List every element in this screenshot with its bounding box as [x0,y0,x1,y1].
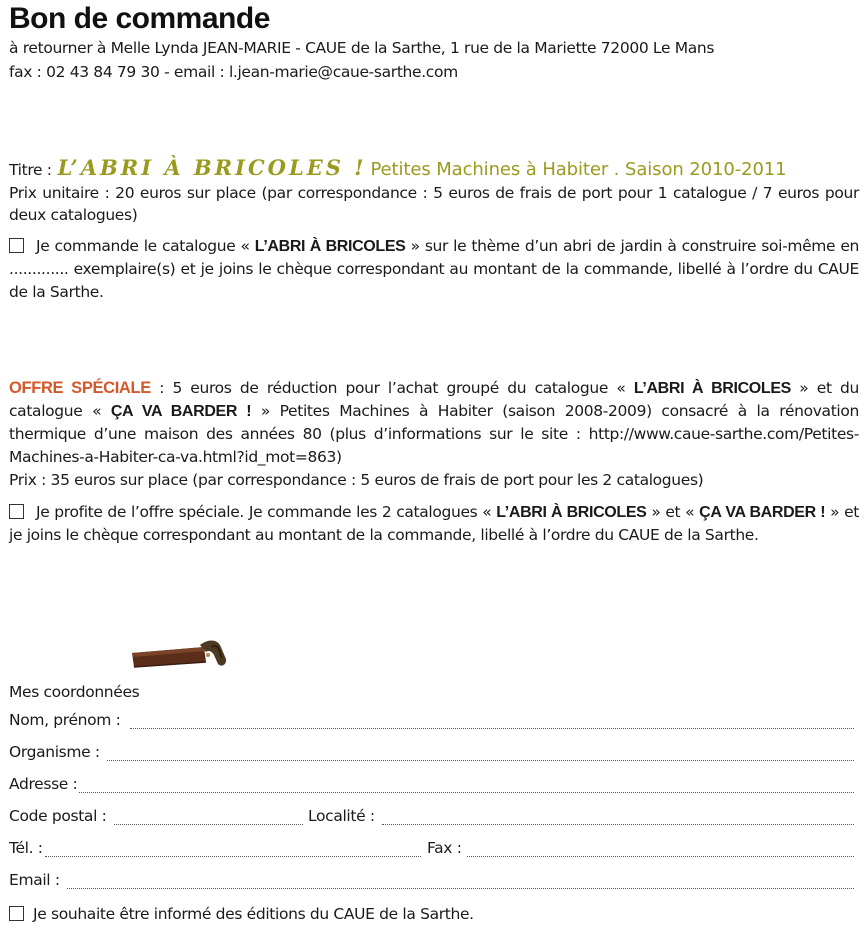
organisation-input-line[interactable] [107,760,854,761]
special-offer-order-option [9,501,859,547]
postal-code-input-line[interactable] [114,824,303,825]
address-field[interactable] [9,775,854,799]
special-offer-price: Prix : 35 euros sur place (par correspondance : 5 euros de frais de port pour les 2 catalogues) [9,471,704,489]
titre-label: Titre : [9,161,52,179]
newsletter-option [9,903,474,925]
email-input-line[interactable] [67,888,854,889]
special-offer-checkbox[interactable] [9,504,24,519]
catalogue-price: Prix unitaire : 20 euros sur place (par correspondance : 5 euros de frais de port pour 1 catalogue / 7 euros pour deux catalogues) [9,184,859,224]
catalogue-brand-title: L’ABRI À BRICOLES ! [57,155,367,180]
offer-text-1: : 5 euros de réduction pour l’achat groupé du catalogue « [150,379,634,397]
offer-order-bold-1: L’ABRI À BRICOLES [496,504,647,521]
return-address: à retourner à Melle Lynda JEAN-MARIE - CAUE de la Sarthe, 1 rue de la Mariette 72000 Le Mans [9,39,715,57]
catalogue-subtitle: Petites Machines à Habiter . Saison 2010-2011 [370,159,787,180]
page-title: Bon de commande [9,2,270,35]
city-field[interactable] [308,807,854,831]
offer-order-2: » et « [646,503,700,521]
contact-section-title: Mes coordonnées [9,683,140,701]
catalogue-title-line [9,154,787,184]
name-label: Nom, prénom : [9,711,121,729]
name-field[interactable] [9,711,854,735]
email-label: Email : [9,871,60,889]
newsletter-label: Je souhaite être informé des éditions du CAUE de la Sarthe. [33,905,474,923]
city-label: Localité : [308,807,375,825]
email-field[interactable] [9,871,854,895]
postal-code-label: Code postal : [9,807,107,825]
phone-field[interactable] [9,839,421,863]
fax-input-line[interactable] [467,856,854,857]
special-offer-label: OFFRE SPÉCIALE [9,379,151,397]
offer-bold-1: L’ABRI À BRICOLES [633,380,791,397]
phone-label: Tél. : [9,839,43,857]
offer-order-bold-2: ÇA VA BARDER ! [699,504,826,521]
order-text-pre: Je commande le catalogue « [36,237,255,255]
order-text-post: » sur le thème d’un abri de jardin à construire soi-même en ............. exemplaire(s) et je joins le chèque correspondant au montant de la commande, libellé à l’ordre du CAUE de la Sarthe. [9,237,859,301]
newsletter-checkbox[interactable] [9,906,24,921]
fax-field[interactable] [427,839,854,863]
offer-order-3: » et je joins le chèque correspondant au montant de la commande, libellé à l’ordre du CAUE de la Sarthe. [9,503,859,544]
order-catalogue-checkbox[interactable] [9,238,24,253]
catalogue-order-option [9,235,859,304]
saw-icon [130,633,234,675]
offer-text-2: » et du catalogue « [9,379,859,420]
phone-input-line[interactable] [45,856,421,857]
fax-label: Fax : [427,839,462,857]
address-label: Adresse : [9,775,78,793]
order-text-bold: L’ABRI À BRICOLES [254,238,406,255]
address-input-line[interactable] [79,792,854,793]
organisation-label: Organisme : [9,743,100,761]
contact-info: fax : 02 43 84 79 30 - email : l.jean-marie@caue-sarthe.com [9,63,458,81]
name-input-line[interactable] [130,728,854,729]
postal-code-field[interactable] [9,807,303,831]
offer-text-3: » Petites Machines à Habiter (saison 2008-2009) consacré à la rénovation thermique d’une maison des années 80 (plus d’informations sur le site : http://www.caue-sarthe.com/Petites-Machines-a-Habiter-ca-va.html?id_mot=863) [9,402,859,466]
city-input-line[interactable] [382,824,854,825]
offer-bold-2: ÇA VA BARDER ! [110,403,252,420]
organisation-field[interactable] [9,743,854,767]
special-offer-text [9,377,859,469]
offer-order-1: Je profite de l’offre spéciale. Je commande les 2 catalogues « [36,503,497,521]
